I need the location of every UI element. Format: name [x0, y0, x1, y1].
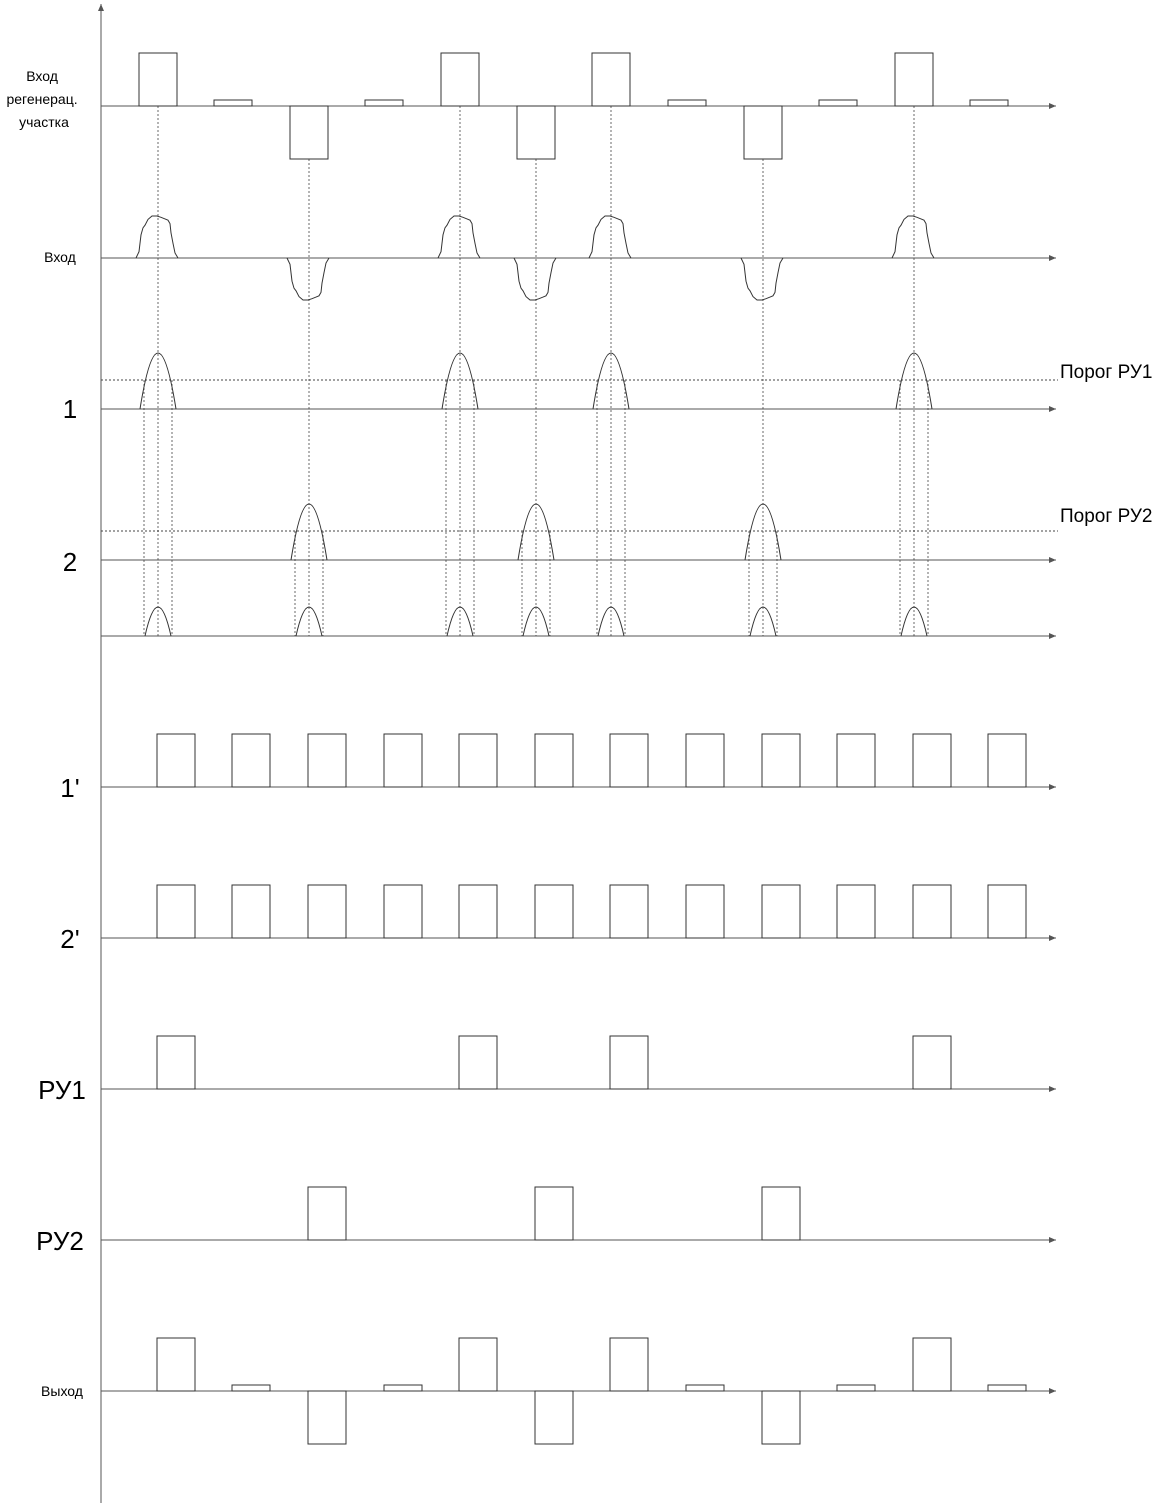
input-regen-pulse	[290, 106, 328, 159]
input-regen-pulse	[819, 100, 857, 106]
clock-1-prime-pulse	[913, 734, 951, 787]
clock-1-prime-pulse	[686, 734, 724, 787]
ru1-pulse	[459, 1036, 497, 1089]
threshold-ru1-label: Порог РУ1	[1060, 362, 1153, 383]
clock-2-prime-pulse	[459, 885, 497, 938]
clock-2-prime-pulse	[384, 885, 422, 938]
clock-2-prime-pulse	[762, 885, 800, 938]
clock-1-prime-pulse	[837, 734, 875, 787]
threshold-ru2-label: Порог РУ2	[1060, 506, 1153, 527]
input-distorted-pulse	[438, 216, 480, 258]
output-pulse	[384, 1385, 422, 1391]
output-pulse	[459, 1338, 497, 1391]
ru1-pulse	[610, 1036, 648, 1089]
input-regen-pulse	[365, 100, 403, 106]
input-distorted-pulse	[589, 216, 631, 258]
input-distorted-pulse	[136, 216, 178, 258]
output-pulse	[686, 1385, 724, 1391]
ru2-pulse	[535, 1187, 573, 1240]
clock-1-prime-pulse	[762, 734, 800, 787]
input-regen-pulse	[744, 106, 782, 159]
output-pulse	[610, 1338, 648, 1391]
clock-2-prime-pulse	[837, 885, 875, 938]
input-regen-pulse	[895, 53, 933, 106]
channel-1-pulse	[140, 353, 176, 409]
guide-lines	[144, 106, 928, 636]
clock-2-prime-pulse	[610, 885, 648, 938]
input-regen-pulse	[517, 106, 555, 159]
output-pulse	[913, 1338, 951, 1391]
signals	[136, 53, 1026, 1444]
output-pulse	[762, 1391, 800, 1444]
ru2-pulse	[308, 1187, 346, 1240]
clock-1-prime-pulse	[308, 734, 346, 787]
clock-2-prime-pulse	[232, 885, 270, 938]
output-pulse	[535, 1391, 573, 1444]
clock-1-prime-pulse	[157, 734, 195, 787]
input-distorted-pulse	[741, 258, 783, 300]
channel-1-pulse	[593, 353, 629, 409]
clock-2-prime-pulse	[686, 885, 724, 938]
clock-1-prime-pulse	[384, 734, 422, 787]
label-channel-1-prime: 1'	[60, 773, 80, 803]
clock-2-prime-pulse	[913, 885, 951, 938]
ru1-pulse	[913, 1036, 951, 1089]
output-pulse	[837, 1385, 875, 1391]
clock-1-prime-pulse	[459, 734, 497, 787]
label-channel-1: 1	[62, 394, 78, 424]
ru1-pulse	[157, 1036, 195, 1089]
label-input-regen: Вход регенерац. участка	[6, 68, 78, 130]
output-pulse	[988, 1385, 1026, 1391]
clock-2-prime-pulse	[157, 885, 195, 938]
input-distorted-pulse	[892, 216, 934, 258]
output-pulse	[157, 1338, 195, 1391]
input-regen-pulse	[970, 100, 1008, 106]
input-regen-pulse	[592, 53, 630, 106]
ru2-pulse	[762, 1187, 800, 1240]
input-distorted-pulse	[287, 258, 329, 300]
input-regen-pulse	[668, 100, 706, 106]
input-regen-pulse	[139, 53, 177, 106]
input-regen-pulse	[214, 100, 252, 106]
input-distorted-pulse	[514, 258, 556, 300]
label-ru2: РУ2	[36, 1226, 84, 1256]
label-output: Выход	[41, 1383, 83, 1399]
channel-1-pulse	[896, 353, 932, 409]
label-channel-2-prime: 2'	[60, 924, 80, 954]
label-channel-2: 2	[62, 547, 78, 577]
input-regen-pulse	[441, 53, 479, 106]
clock-1-prime-pulse	[232, 734, 270, 787]
clock-1-prime-pulse	[610, 734, 648, 787]
clock-2-prime-pulse	[988, 885, 1026, 938]
clock-2-prime-pulse	[308, 885, 346, 938]
clock-2-prime-pulse	[535, 885, 573, 938]
label-ru1: РУ1	[38, 1075, 86, 1105]
channel-1-pulse	[442, 353, 478, 409]
output-pulse	[308, 1391, 346, 1444]
output-pulse	[232, 1385, 270, 1391]
label-input: Вход	[44, 249, 76, 265]
clock-1-prime-pulse	[535, 734, 573, 787]
clock-1-prime-pulse	[988, 734, 1026, 787]
